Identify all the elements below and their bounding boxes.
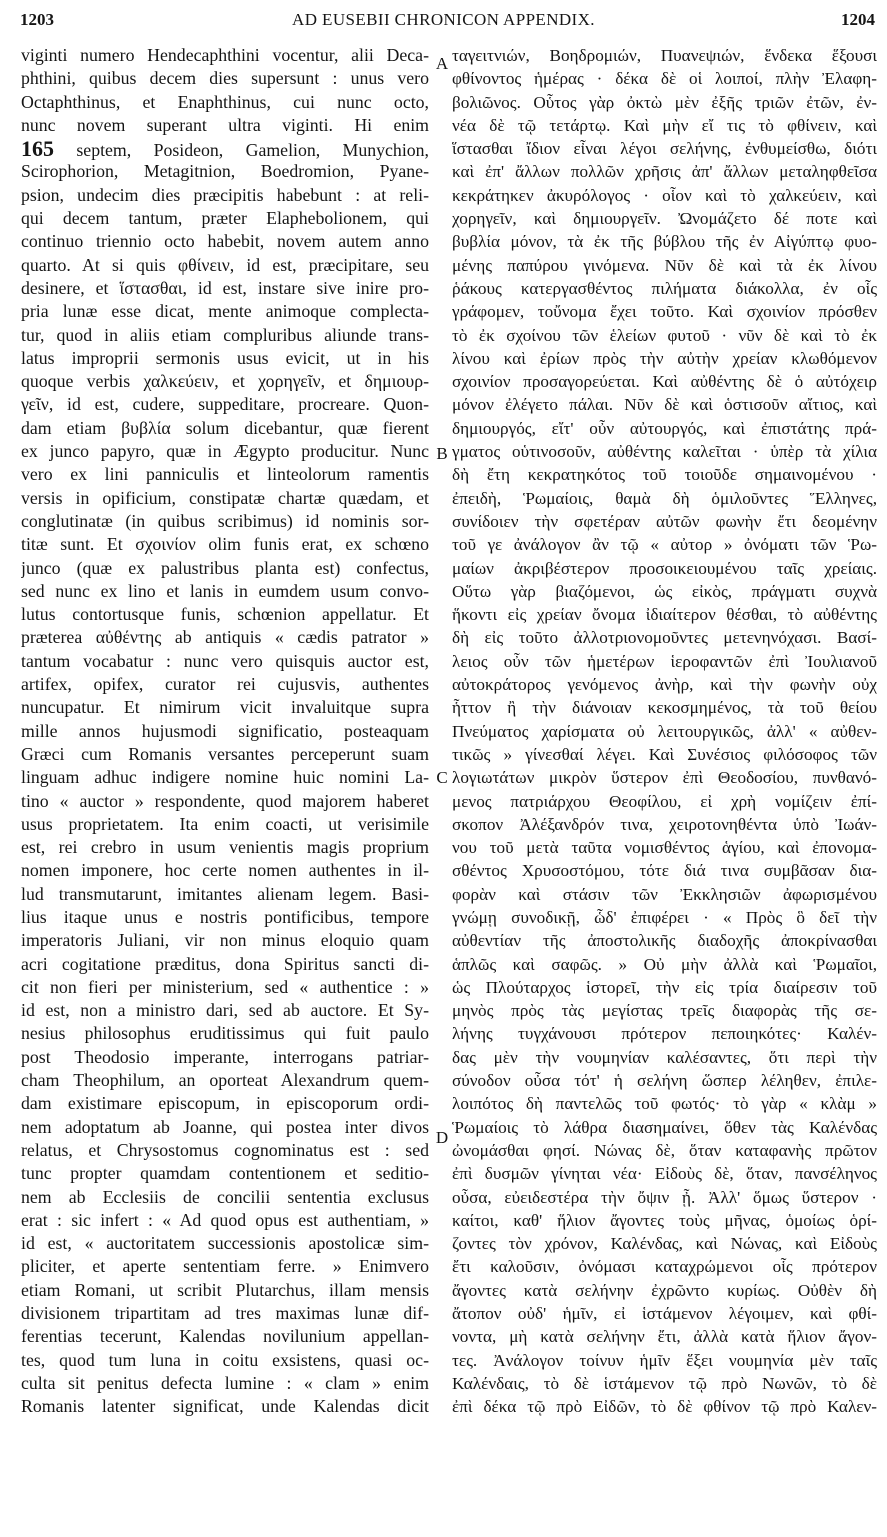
latin-text-line-text: septem, Posideon, Gamelion, Munychion, — [76, 140, 429, 161]
latin-text-line: psion, undecim dies præcipitis habebunt : at reli- — [21, 184, 429, 205]
latin-text-line: desinere, et ἵστασθαι, id est, instare sive inire pro- — [21, 277, 429, 298]
greek-text-line: αὐθεντίαν τῆς ἀποστολικῆς διαδοχῆς ἀποκρίνασθαι — [452, 931, 877, 951]
greek-text-line: κεκράτηκεν ἀκυρόλογος · οἷον καὶ τὸ χαλκεύειν, καὶ — [452, 185, 877, 205]
greek-text-line: νου τοῦ μετὰ ταῦτα νομισθέντος ἁγίου, καὶ ἐπονομα- — [452, 838, 877, 858]
latin-text-line: tunc propter quamdam contentionem et seditio- — [21, 1163, 429, 1184]
latin-text-line: id est, « auctoritatem successionis apostolicæ sim- — [21, 1233, 429, 1254]
latin-text-line: pria lunæ esse dicat, mente animoque complecta- — [21, 301, 429, 322]
latin-text-line: quarto. At si quis φθίνειν, id est, præcipitare, seu — [21, 254, 429, 275]
greek-text-line: δας μὲν τὴν νουμηνίαν καλέσαντες, ὅτι περὶ τὴν — [452, 1047, 877, 1067]
greek-text-line: συνίδοιεν τὴν σφετέραν αὐτῶν φωνὴν ἔτι δεομένην — [452, 511, 877, 531]
greek-text-line: βυβλία μόνον, τὰ ἐκ τῆς βύβλου τῆς ἐν Αἰγύπτῳ φυο- — [452, 232, 877, 252]
latin-text-line: nomen imponere, hoc certe nomen authentes in il- — [21, 860, 429, 881]
greek-text-line: αὐτοκράτορος γενόμενος ἀνὴρ, καὶ τὴν φωνὴν οὐχ — [452, 675, 877, 695]
margin-letter-d: D — [435, 1128, 449, 1147]
latin-text-line: titæ sunt. Et σχοινίον olim funis erat, ex schœno — [21, 534, 429, 555]
latin-text-line: vero ex lini panniculis et linteolorum ramentis — [21, 464, 429, 485]
latin-text-line: quoque verbis χαλκεύειν, et χορηγεῖν, et δημιουρ- — [21, 371, 429, 392]
greek-text-line: δὴ ἔτη κεκρατηκότος τοῦ τοιοῦδε σημαινομένου · — [452, 465, 877, 485]
greek-text-line: τοῦ γε ἀνάλογον ἂν τῷ « αὐτορ » ὀνόματι τῶν Ῥω- — [452, 535, 877, 555]
greek-text-line: Καλένδαις, τὸ δὲ ἱστάμενον τῷ πρὸ Νωνῶν, τὸ δὲ — [452, 1373, 877, 1393]
latin-text-line: cham Theophilum, an oporteat Alexandrum quem- — [21, 1070, 429, 1091]
greek-text-line: λήνης τυγχάνουσι πρότερον πεποιηκότες· Καλέν- — [452, 1024, 877, 1044]
latin-text-line: imperatoris Juliani, vir non minus eloquio quam — [21, 930, 429, 951]
latin-column — [21, 44, 429, 1529]
greek-text-line: νέα δὲ τῷ τετάρτῳ. Καὶ μὴν εἴ τις τὸ φθίνειν, καὶ — [452, 115, 877, 135]
greek-text-line: σκοπον Ἀλέξανδρόν τινα, χειροτονηθέντα ὑπὸ Ἰωάν- — [452, 814, 877, 834]
latin-text-line: usus proprietatem. Ita enim coacti, ut verisimile — [21, 813, 429, 834]
greek-text-line: σθέντος Χρυσοστόμου, τότε διά τινα συμβᾶσαν δια- — [452, 861, 877, 881]
greek-text-line: ὠνομάσθαι φησί. Νώνας δὲ, ὅταν καταφανὴς πρῶτον — [452, 1140, 877, 1160]
latin-text-line: ferentias tecerunt, Kalendas novilunium appellan- — [21, 1326, 429, 1347]
latin-text-line: tur, quod in aliis etiam compluribus aliunde trans- — [21, 324, 429, 345]
latin-text-line: ex junco papyro, quæ in Ægypto producitur. Nunc — [21, 441, 429, 462]
latin-text-line: nunc novem superant ultra viginti. Hi enim — [21, 114, 429, 135]
greek-text-line: λοιπότος δὴ παντελῶς τοῦ φωτός· τὸ γὰρ « κλὰμ » — [452, 1094, 877, 1114]
greek-text-line: ἔτι καλοῦσιν, ὀνόμασι καταχρώμενοι οἷς πρότερον — [452, 1257, 877, 1277]
latin-text-line: versis in opificium, constipatæ chartæ quædam, et — [21, 487, 429, 508]
greek-text-line: ἵστασθαι ἴδιον εἶναι λέγοι σελήνης, ἐνθυμείσθω, διότι — [452, 139, 877, 159]
latin-text-line: latus improprii sermonis usus evicit, ut in his — [21, 347, 429, 368]
latin-text-line: nuncupatur. Et nimirum vicit invaluitque supra — [21, 697, 429, 718]
latin-text-line: continuo triennio octo habebit, novem autem anno — [21, 231, 429, 252]
latin-text-line: tantum vocabatur : nunc vero quisquis auctor est, — [21, 650, 429, 671]
latin-text-line: divisionem tripartitam ad tres maximas lunæ dif- — [21, 1303, 429, 1324]
greek-text-line: λειος οὖν τῶν ἡμετέρων ἱεροφαντῶν ἐπὶ Ἰουλιανοῦ — [452, 651, 877, 671]
greek-text-line: τὸ ἐκ σχοίνου τῶν ἑλείων φυτοῦ · νῦν δὲ καὶ τὸ ἐκ — [452, 325, 877, 345]
greek-text-line: φορὰν καὶ στάσιν τῶν Ἐκκλησιῶν ἀφωρισμένου — [452, 884, 877, 904]
latin-text-line: tes, quod tum luna in coitu exsistens, quasi oc- — [21, 1349, 429, 1370]
greek-text-line: ταγειτνιών, Βοηδρομιών, Πυανεψιών, ἕνδεκα ἕξουσι — [452, 46, 877, 65]
greek-text-line: δὴ εἰς τοῦτο ἀλλοτριονομοῦντες μετενηνόχασι. Βασί- — [452, 628, 877, 648]
greek-text-line: μόνον ἐλέγετο πάλαι. Νῦν δὲ καὶ ὁστισοῦν αἴτιος, καὶ — [452, 395, 877, 415]
latin-text-line: etiam Romani, ut scribit Plutarchus, illam mensis — [21, 1279, 429, 1300]
greek-text-line: οὖσα, εὐειδεστέρα τὴν ὄψιν ᾖ. Ἀλλ' ὅμως ὕστερον · — [452, 1187, 877, 1207]
latin-text-line: mille annos hujusmodi significatio, posteaquam — [21, 720, 429, 741]
greek-text-line: μενος πατριάρχου Θεοφίλου, εἰ χρὴ νομίζειν ἐπί- — [452, 791, 877, 811]
latin-text-line: acri cogitatione præditus, dona Spiritus sancti di- — [21, 953, 429, 974]
greek-text-line: ἄγοντες κατὰ σελήνην ἐχρῶντο κυρίως. Οὐθὲν δὴ — [452, 1280, 877, 1300]
greek-text-line: Οὕτω γὰρ βιαζόμενοι, ὡς εἰκὸς, πράγματι συχνὰ — [452, 581, 877, 601]
latin-text-line: Scirophorion, Metagitnion, Boedromion, Pyane- — [21, 161, 429, 182]
greek-text-line: τες. Ἀνάλογον τοίνυν ἡμῖν ἕξει νουμηνία μὲν ταῖς — [452, 1350, 877, 1370]
margin-letter-a: A — [435, 54, 449, 73]
greek-text-line: τικῶς » γίνεσθαί λέγει. Καὶ Συνέσιος φιλόσοφος τῶν — [452, 744, 877, 764]
latin-text-line: post Theodosio imperante, interrogans patriar- — [21, 1046, 429, 1067]
greek-text-line: μηνὸς πρὸς τὰς μεγίστας τρεῖς διαφορὰς τῆς σε- — [452, 1001, 877, 1021]
latin-text-line: id est, non a ministro dari, sed ab auctore. Et Sy- — [21, 1000, 429, 1021]
latin-text-line: Romanis latenter significat, unde Kalendas dicit — [21, 1396, 429, 1417]
latin-text-line: pliciter, et aperte sententiam ferre. » Enimvero — [21, 1256, 429, 1277]
latin-text-line: qui decem tantum, præter Elaphebolionem, qui — [21, 208, 429, 229]
greek-text-line: γματος οὑτινοσοῦν, αὐθέντης καλεῖται · ὑπὲρ τὰ χίλια — [452, 442, 877, 462]
latin-text-line: Octaphthinus, et Enaphthinus, cui nunc octo, — [21, 91, 429, 112]
greek-text-line: σύνοδον οὖσα τότ' ἡ σελήνη ὥσπερ λέληθεν, ἐπιλε- — [452, 1071, 877, 1091]
greek-text-line: γνώμῃ συνοδικῇ, ὧδ' ἐπιφέρει · « Πρὸς ὃ δεῖ τὴν — [452, 907, 877, 927]
latin-text-line: lutus contortusque funis, schœnion appellatur. Et — [21, 604, 429, 625]
latin-text-line: γεῖν, id est, cudere, suppeditare, procreare. Quon- — [21, 394, 429, 415]
latin-text-line: conglutinatæ (in quibus scribimus) id nominis sor- — [21, 510, 429, 531]
margin-letter-b: B — [436, 444, 448, 463]
latin-text-line: viginti numero Hendecaphthini vocentur, alii Deca- — [21, 45, 429, 65]
greek-text-line: μένης παπύρου γινόμενα. Νῦν δὲ καὶ τὰ ἐκ λίνου — [452, 255, 877, 275]
greek-text-line: καὶ ἐπ' ἄλλων πολλῶν χρῆσις ἀπ' ἄλλων μεταληφθεῖσα — [452, 162, 877, 182]
running-title: AD EUSEBII CHRONICON APPENDIX. — [292, 10, 595, 29]
greek-text-line: ἄτοπον οὐδ' ἡμῖν, εἰ ἱστάμενον λέγοιμεν, καὶ φθί- — [452, 1304, 877, 1324]
greek-text-line: νοντα, μὴ κατὰ σελήνην ἔτι, ἀλλὰ κατὰ ἥλιον ἄγον- — [452, 1327, 877, 1347]
greek-text-line: φθίνοντος ἡμέρας · δέκα δὲ οἱ λοιποί, πλὴν Ἐλαφη- — [452, 69, 877, 89]
greek-text-line: ὡς Πλούταρχος ἱστορεῖ, τὴν εἰς τρία διαίρεσιν τοῦ — [452, 977, 877, 997]
greek-text-line: λίνου καὶ ἐρίων πρὸς τὴν αὐτὴν χρείαν κλωθόμενον — [452, 348, 877, 368]
greek-text-line: καίτοι, καθ' ἥλιον ἄγοντες τοὺς μῆνας, ὁμοίως ὁρί- — [452, 1210, 877, 1230]
greek-text-line: ἥκοντι εἰς χρείαν ὄνομα ἰδιαίτερον θέσθαι, τὸ αὐθέντης — [452, 605, 877, 625]
greek-text-line: Ῥωμαίοις τὸ λάθρα διασημαίνει, ὅθεν τὰς Καλένδας — [452, 1117, 877, 1137]
margin-letter-c: C — [436, 768, 448, 787]
latin-text-line: præterea αὐθέντης ab antiquis « cædis patrator » — [21, 627, 429, 648]
latin-text-line: dam etiam βυβλία solum dicebantur, quæ fierent — [21, 417, 429, 438]
latin-text-line: relatus, et Chrysostomus cognominatus est : sed — [21, 1139, 429, 1160]
latin-text-line: est, rei crebro in usum venientis magis proprium — [21, 837, 429, 858]
latin-text-line: artifex, opifex, curator rei cujusvis, authentes — [21, 674, 429, 695]
latin-text-line: sed nunc ex lino et lanis in eumdem usum convo- — [21, 580, 429, 601]
latin-text-line: nem ab Ecclesiis de concilii sententia exclusus — [21, 1186, 429, 1207]
greek-text-line: ἧττον ἢ τὴν διάνοιαν κεκοσμημένος, τὰ τοῦ θείου — [452, 698, 877, 718]
latin-text-line: cit non fieri per ministerium, sed « authentice : » — [21, 976, 429, 997]
latin-text-line — [21, 137, 429, 160]
greek-text-line: μαίων ἀκριβέστερον προσοικειουμένου ταῖς χρείαις. — [452, 558, 877, 578]
greek-text-line: δημιουργός, εἴτ' οὖν αὐτουργός, καὶ ἐπιστάτης πρά- — [452, 418, 877, 438]
greek-text-line: βολιῶνος. Οὗτος γὰρ ὀκτὼ μὲν ἐξῆς τριῶν ἐτῶν, ἐν- — [452, 92, 877, 112]
greek-text-line: χορηγεῖν, καὶ δημιουργεῖν. Ὠνομάζετο δέ ποτε καὶ — [452, 209, 877, 229]
latin-text-line: dam existimare episcopum, in episcoporum ordi- — [21, 1093, 429, 1114]
latin-text-line: tino « auctor » respondente, quod majorem haberet — [21, 790, 429, 811]
greek-text-line: γράφομεν, τοὔνομα ἔχει τοῦτο. Καὶ σχοινίον πρόσθεν — [452, 302, 877, 322]
latin-text-line: erat : sic infert : « Ad quod opus est authentiam, » — [21, 1209, 429, 1230]
latin-text-line: lud transmutarunt, imitantes alienam legem. Basi- — [21, 883, 429, 904]
page-header — [0, 10, 887, 36]
latin-text-line: Græci cum Romanis versantes perceperunt suam — [21, 743, 429, 764]
greek-text-line: ἐπειδὴ, Ῥωμαίοις, θαμὰ δὴ ὁμιλοῦντες Ἕλληνες, — [452, 488, 877, 508]
latin-text-line: lius itaque unus e nostris pontificibus, tempore — [21, 906, 429, 927]
greek-text-line: σχοινίον προσαγορεύεται. Καὶ αὐθέντης δὲ ὁ αὐτόχειρ — [452, 372, 877, 392]
greek-text-line: ζοντες τὸν χρόνον, Καλένδας, καὶ Νώνας, καὶ Εἰδοὺς — [452, 1234, 877, 1254]
greek-text-line: ἐπὶ δυσμῶν γίνηται νέα· Εἰδοὺς δὲ, ὅταν, πανσέληνος — [452, 1164, 877, 1184]
latin-text-line: junco (quæ ex palustribus planta est) confectus, — [21, 557, 429, 578]
greek-text-line: ἐπὶ δέκα τῷ πρὸ Εἰδῶν, τὸ δὲ φθίνον τῷ πρὸ Καλεν- — [452, 1397, 877, 1417]
latin-text-line: phthini, quibus decem dies supersunt : unus vero — [21, 68, 429, 89]
latin-text-line: linguam adhuc indigere nomine huic nomini La- — [21, 767, 429, 788]
latin-text-line: nesius philosophus eruditissimus qui fuit paulo — [21, 1023, 429, 1044]
greek-text-line: ἁπλῶς καὶ σαφῶς. » Οὐ μὴν ἀλλὰ καὶ Ῥωμαῖοι, — [452, 954, 877, 974]
greek-text-line: λογιωτάτων μικρὸν ὕστερον ἐπὶ Θεοδοσίου, πυνθανό- — [452, 768, 877, 788]
left-page-number: 1203 — [20, 10, 54, 29]
greek-text-line: ῥάκους κατεργασθέντος πιλήματα διάκολλα, ἐν οἷς — [452, 278, 877, 298]
greek-column — [452, 44, 877, 1529]
latin-text-line: culta sit penitus defecta lumine : « clam » enim — [21, 1372, 429, 1393]
marginal-number: 165 — [21, 137, 54, 161]
latin-text-line: nem adoptatum ab Joanne, qui postea inter divos — [21, 1116, 429, 1137]
greek-text-line: Πνεύματος χαρίσματα οὐ λειτουργικῶς, ἀλλ' « αὐθεν- — [452, 721, 877, 741]
right-page-number: 1204 — [841, 10, 875, 29]
